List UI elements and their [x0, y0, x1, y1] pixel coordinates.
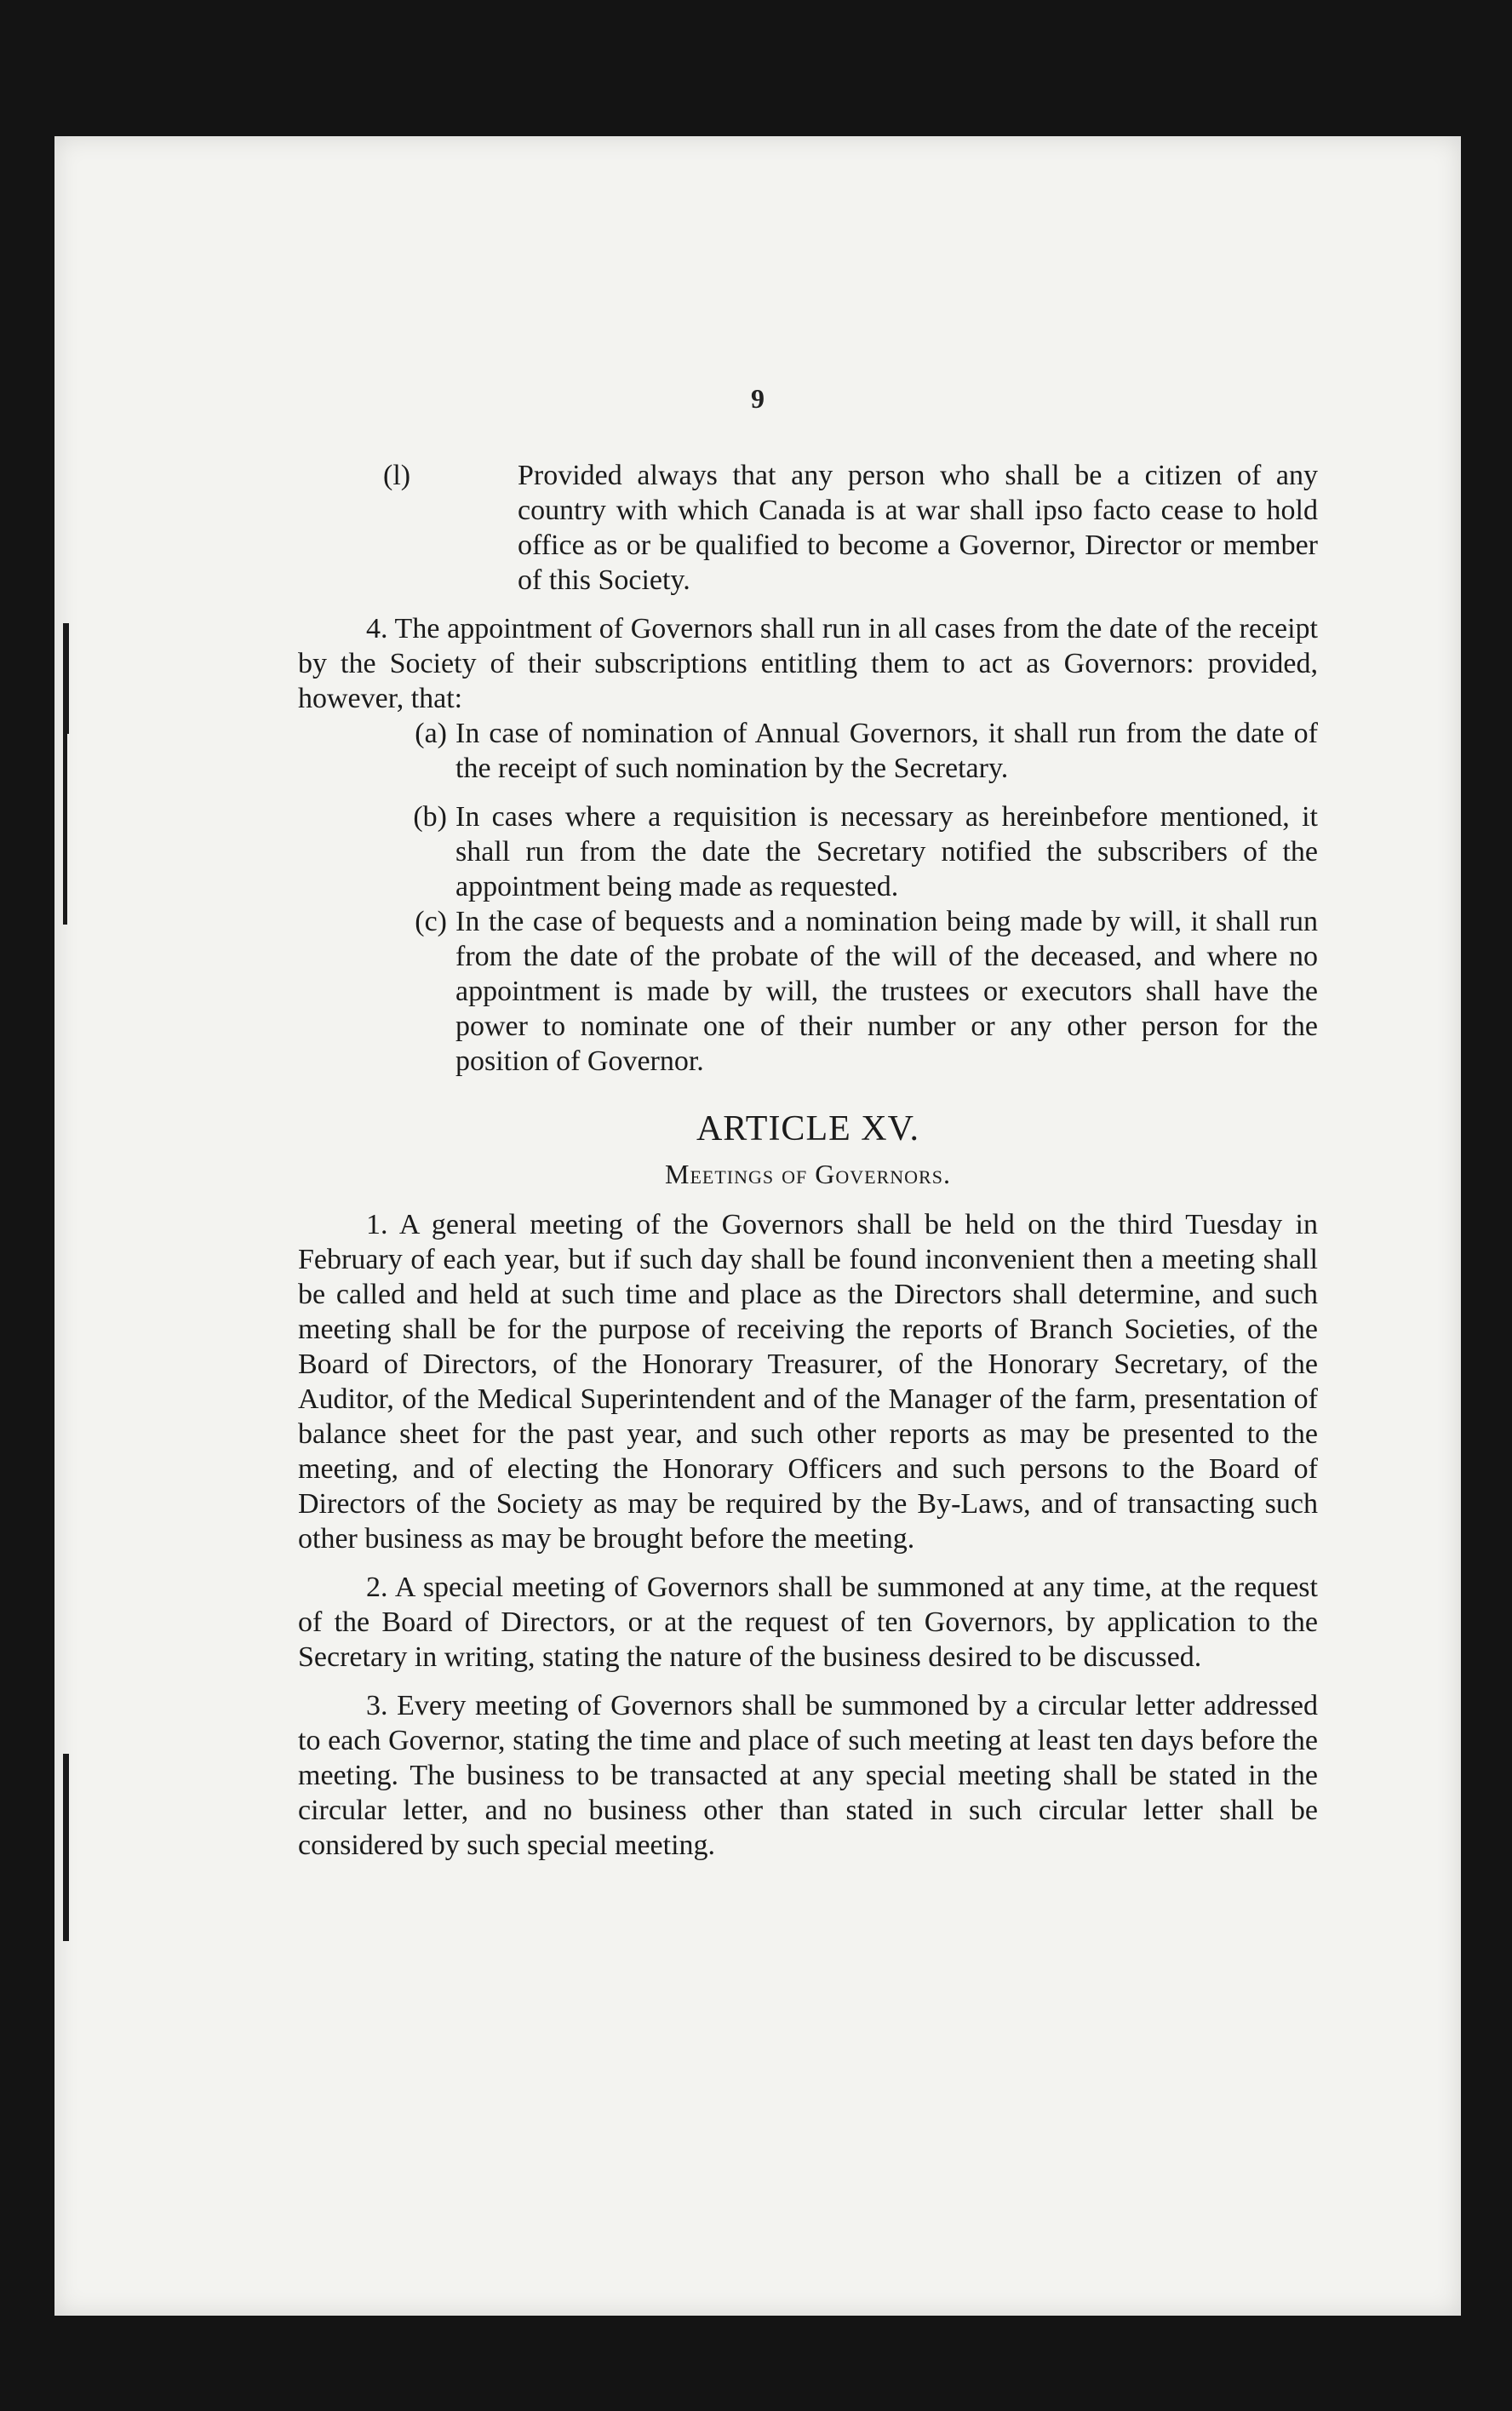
subclause-c	[298, 904, 1318, 1079]
page-number: 9	[751, 383, 765, 414]
article-paragraph-3: 3. Every meeting of Governors shall be summoned by a circular letter addressed to each Governor, stating the time and place of such meeting at least ten days before the meeting. The business to be transacted at any special meeting shall be stated in the circular letter, and no business other than stated in such circular letter shall be considered by such special meeting.	[298, 1690, 1318, 1861]
article-paragraph-2: 2. A special meeting of Governors shall be summoned at any time, at the request of the Board of Directors, or at the request of ten Governors, by application to the Secretary in writing, stating the nature of the business desired to be discussed.	[298, 1572, 1318, 1673]
paragraph-4: 4. The appointment of Governors shall run in all cases from the date of the receipt by the Society of their subscriptions entitling them to act as Governors: provided, however, that:	[298, 613, 1318, 714]
subclause-b-text: In cases where a requisition is necessary as hereinbefore mentioned, it shall run from the date the Secretary notified the subscribers of the appointment being made as requested.	[455, 801, 1318, 902]
subclause-a-text: In case of nomination of Annual Governors, it shall run from the date of the receipt of such nomination by the Secretary.	[455, 718, 1318, 784]
article-paragraph-1: 1. A general meeting of the Governors shall be held on the third Tuesday in February of each year, but if such day shall be found inconvenient then a meeting shall be called and held at such time and place as the Directors shall determine, and such meeting shall be for the purpose of receiving the reports of Branch Societies, of the Board of Directors, of the Honorary Treasurer, of the Honorary Secretary, of the Auditor, of the Medical Superintendent and of the Manager of the farm, presentation of balance sheet for the past year, and such other reports as may be presented to the meeting, and of electing the Honorary Officers and such persons to the Board of Directors of the Society as may be required by the By-Laws, and of transacting such other business as may be brought before the meeting.	[298, 1209, 1318, 1555]
subclause-b	[298, 799, 1318, 904]
clause-l-label: (l)	[383, 460, 411, 491]
subclause-a	[298, 716, 1318, 786]
binding-mark-bottom	[63, 1754, 69, 1941]
clause-l	[298, 458, 1318, 598]
section-heading: Meetings of Governors.	[665, 1159, 951, 1189]
article-heading: ARTICLE XV.	[696, 1109, 920, 1148]
binding-mark-middle	[63, 712, 67, 925]
subclause-a-label: (a)	[415, 718, 447, 749]
clause-l-text: Provided always that any person who shall be a citizen of any country with which Canada is at war shall ipso facto cease to hold office as or be qualified to become a Governor, Director or member of this Society.	[518, 460, 1318, 596]
subclause-b-label: (b)	[413, 801, 447, 833]
subclause-c-label: (c)	[415, 906, 447, 937]
document-page	[54, 136, 1461, 2316]
subclause-c-text: In the case of bequests and a nomination being made by will, it shall run from the date of the probate of the will of the deceased, and where no appointment is made by will, the trustees or executors shall have the power to nominate one of their number or any other person for the position of Governor.	[455, 906, 1318, 1077]
page-body	[298, 458, 1318, 1863]
